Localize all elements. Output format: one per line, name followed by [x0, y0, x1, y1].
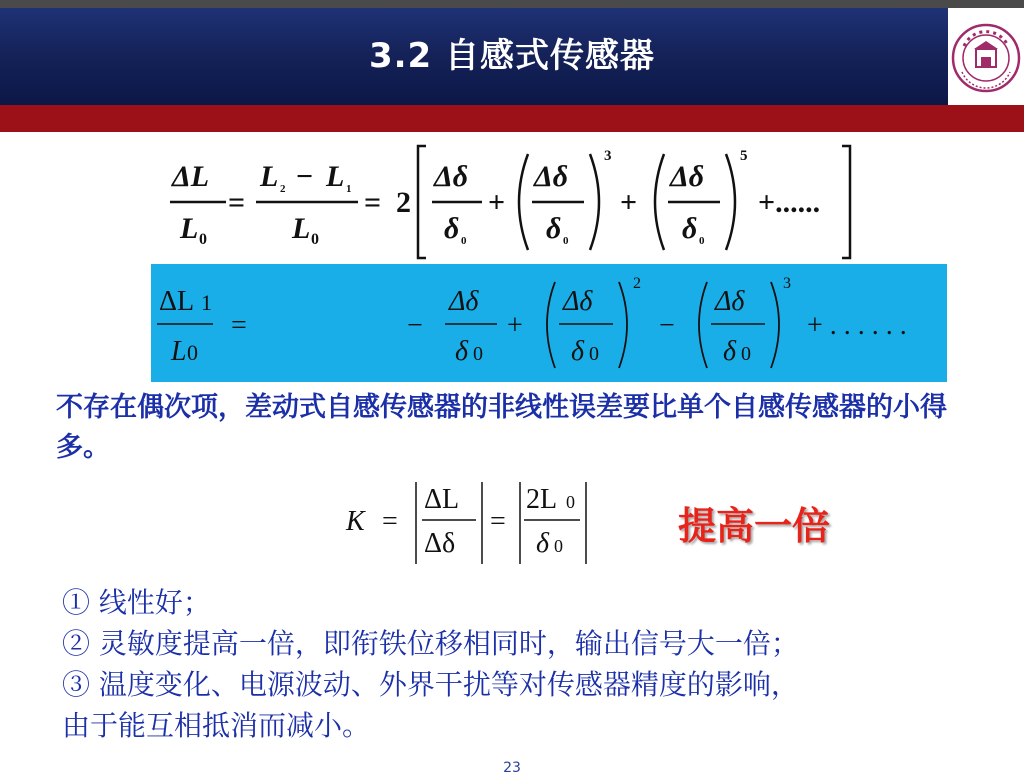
- emphasis-label: 提高一倍: [678, 503, 831, 548]
- seal-icon: [948, 8, 1024, 105]
- f3-den2-sub: 0: [554, 536, 563, 556]
- f3-eq1: =: [382, 506, 398, 537]
- f2-t2-den-sub: 0: [589, 343, 599, 365]
- f3-k: K: [346, 506, 365, 537]
- f1-t1-den-sub: 0: [461, 235, 467, 247]
- f1-tail: +......: [758, 186, 821, 219]
- f2-t3-den: δ: [723, 336, 737, 367]
- f2-plus1: +: [507, 310, 523, 341]
- f1-t2-num: Δδ: [534, 160, 569, 193]
- f3-num2: 2L: [526, 484, 558, 515]
- slide-title: 3.2 自感式传感器: [368, 36, 656, 76]
- f1-t1-num: Δδ: [434, 160, 469, 193]
- f1-mid-num-b: L: [326, 160, 345, 193]
- f3-den2: δ: [536, 528, 550, 559]
- list-item: 由于能互相抵消而减小。: [62, 709, 371, 742]
- f3-eq2: =: [490, 506, 506, 537]
- f2-tail: + . . . . . .: [807, 310, 907, 341]
- university-logo: [948, 8, 1024, 105]
- f1-lhs-num: ΔL: [172, 160, 210, 193]
- f2-neg: −: [407, 310, 423, 341]
- f2-t1-den-sub: 0: [473, 343, 483, 365]
- f1-exp5: 5: [740, 148, 748, 164]
- f3-num2-sub: 0: [566, 492, 575, 512]
- f1-plus2: +: [620, 186, 638, 219]
- f2-lhs-num: ΔL: [159, 286, 195, 317]
- red-band: [0, 105, 1024, 132]
- f1-t2-den-sub: 0: [563, 235, 569, 247]
- f1-lhs-den: L: [180, 212, 199, 245]
- f1-eq2: =: [364, 186, 382, 219]
- f1-mid-num-b-sub: 1: [346, 183, 352, 195]
- f1-mid-num-a-sub: 2: [280, 183, 286, 195]
- f2-t3-den-sub: 0: [741, 343, 751, 365]
- list-item: ① 线性好；: [62, 586, 211, 619]
- f2-exp2: 2: [633, 275, 641, 292]
- f3-den1: Δδ: [424, 528, 456, 559]
- f2-t2-den: δ: [571, 336, 585, 367]
- f1-mid-den-sub: 0: [311, 231, 319, 248]
- f1-mid-den: L: [292, 212, 311, 245]
- formula-sensitivity: [340, 472, 600, 572]
- f2-lhs-num-sub: 1: [201, 290, 212, 315]
- f1-t2-den: δ: [546, 212, 562, 245]
- f2-lhs-den: L: [171, 336, 187, 367]
- f1-plus1: +: [488, 186, 506, 219]
- f2-lhs-den-sub: 0: [187, 340, 198, 365]
- f1-mid-num-a: L: [260, 160, 279, 193]
- list-item: ② 灵敏度提高一倍，即衔铁位移相同时，输出信号大一倍；: [62, 627, 799, 660]
- f1-coef: 2: [396, 186, 411, 219]
- f1-t3-den: δ: [682, 212, 698, 245]
- f2-exp3: 3: [783, 275, 791, 292]
- f1-lhs-den-sub: 0: [199, 231, 207, 248]
- list-item: ③ 温度变化、电源波动、外界干扰等对传感器精度的影响，: [62, 668, 799, 701]
- f2-t1-num: Δδ: [449, 286, 479, 317]
- formula-differential: [151, 264, 947, 382]
- f1-t1-den: δ: [444, 212, 460, 245]
- f1-exp3: 3: [604, 148, 612, 164]
- top-strip: [0, 0, 1024, 8]
- page-number: 23: [503, 760, 521, 776]
- f3-num1: ΔL: [424, 484, 460, 515]
- f1-t3-num: Δδ: [670, 160, 705, 193]
- f2-t2-num: Δδ: [563, 286, 593, 317]
- f1-t3-den-sub: 0: [699, 235, 705, 247]
- conclusion-paragraph: 不存在偶次项，差动式自感传感器的非线性误差要比单个自感传感器的小得多。: [56, 392, 947, 463]
- advantages-list: [62, 582, 992, 746]
- f2-t1-den: δ: [455, 336, 469, 367]
- f1-eq1: =: [228, 186, 246, 219]
- f2-minus: −: [659, 310, 675, 341]
- f1-mid-minus: −: [296, 160, 314, 193]
- f2-t3-num: Δδ: [715, 286, 745, 317]
- f2-eq: =: [231, 310, 247, 341]
- formula-single-coil: [168, 140, 868, 264]
